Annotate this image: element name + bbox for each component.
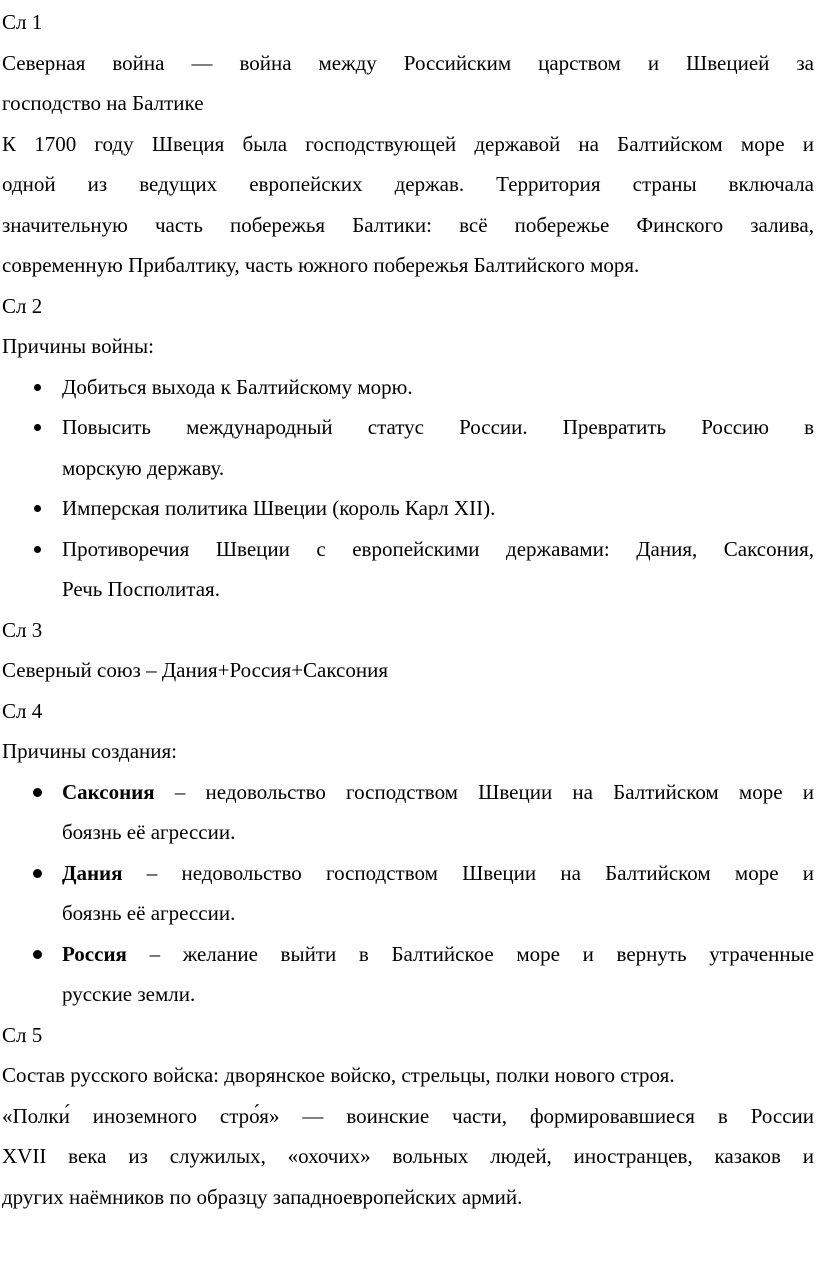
- list-item-term: Саксония: [62, 779, 155, 804]
- list-item-line-2: боязнь её агрессии.: [62, 901, 236, 925]
- list-item-line-1: Противоречия Швеции с европейскими державами: Дания, Саксония,: [62, 536, 814, 561]
- slide-3-text: Северный союз – Дания+Россия+Саксония: [2, 658, 388, 682]
- list-item: [2, 772, 814, 853]
- bullet-icon: [34, 505, 41, 512]
- slide-1-label: Сл 1: [2, 10, 43, 34]
- slide-5-label: Сл 5: [2, 1022, 43, 1047]
- list-item-line-1: [62, 934, 814, 975]
- slide-2-heading: Причины войны:: [2, 334, 154, 358]
- slide-5-paragraph-line-2: XVII века из служилых, «охочих» вольных людей, иностранцев, казаков и: [2, 1144, 814, 1168]
- bullet-icon: [33, 950, 42, 959]
- slide-2-label: Сл 2: [2, 293, 43, 318]
- slide-5-paragraph-line-3: других наёмников по образцу западноевропейских армий.: [2, 1184, 523, 1209]
- list-item-line-2: Речь Посполитая.: [62, 577, 220, 601]
- list-item: [2, 488, 814, 529]
- slide-4-label: Сл 4: [2, 698, 43, 723]
- list-item-line-2: морскую державу.: [62, 455, 225, 480]
- list-item-line-2: русские земли.: [62, 982, 196, 1006]
- list-item: [2, 529, 814, 610]
- slide-1-paragraph-line-3: значительную часть побережья Балтики: всё побережье Финского залива,: [2, 212, 814, 237]
- slide-4-heading: Причины создания:: [2, 739, 178, 763]
- list-item-line-1: [62, 853, 814, 894]
- bullet-icon: [34, 424, 41, 431]
- slide-5-paragraph: [2, 1096, 814, 1218]
- slide-1-definition-line-2: господство на Балтике: [2, 91, 204, 115]
- slide-1-paragraph-line-1: К 1700 году Швеция была господствующей державой на Балтийском море и: [2, 131, 814, 156]
- list-item-line-1: Имперская политика Швеции (король Карл XII).: [62, 496, 496, 520]
- list-item-line-1: Повысить международный статус России. Превратить Россию в: [62, 415, 814, 439]
- list-item-term: Дания: [62, 860, 123, 885]
- slide-4-bullet-list: [2, 772, 816, 1015]
- slide-1-definition: [2, 43, 814, 124]
- list-item-term: Россия: [62, 941, 127, 966]
- bullet-icon: [33, 788, 42, 797]
- list-item-line-1: [62, 772, 814, 813]
- bullet-icon: [33, 869, 42, 878]
- list-item: [2, 853, 814, 934]
- list-item-text: – недовольство господством Швеции на Балтийском море и: [154, 779, 814, 804]
- slide-3-label: Сл 3: [2, 617, 43, 642]
- slide-5-text: Состав русского войска: дворянское войско, стрельцы, полки нового строя.: [2, 1063, 675, 1087]
- list-item: [2, 367, 814, 408]
- slide-1-paragraph: [2, 124, 814, 286]
- bullet-icon: [34, 384, 41, 391]
- list-item-text: – недовольство господством Швеции на Балтийском море и: [122, 860, 814, 885]
- slide-5-paragraph-line-1: «Полки́ иноземного стро́я» — воинские части, формировавшиеся в России: [2, 1103, 814, 1128]
- slide-2-bullet-list: [2, 367, 816, 610]
- list-item: [2, 934, 814, 1015]
- list-item-line-1: Добиться выхода к Балтийскому морю.: [62, 374, 413, 399]
- list-item: [2, 407, 814, 488]
- list-item-text: – желание выйти в Балтийское море и вернуть утраченные: [126, 941, 814, 966]
- slide-1-paragraph-line-2: одной из ведущих европейских держав. Территория страны включала: [2, 172, 814, 196]
- slide-1-definition-line-1: Северная война — война между Российским царством и Швецией за: [2, 50, 814, 75]
- list-item-line-2: боязнь её агрессии.: [62, 820, 236, 844]
- slide-1-paragraph-line-4: современную Прибалтику, часть южного побережья Балтийского моря.: [2, 253, 640, 277]
- bullet-icon: [34, 546, 41, 553]
